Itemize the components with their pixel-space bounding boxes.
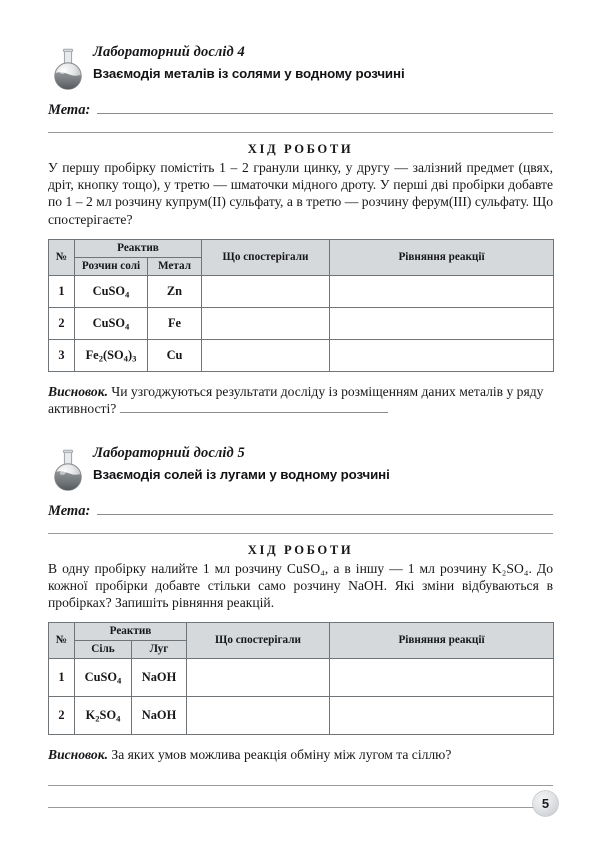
experiment-table-5 bbox=[48, 622, 554, 735]
th-observed: Що спостерігали bbox=[202, 239, 330, 275]
cell-observed[interactable] bbox=[202, 307, 330, 339]
th-metal: Метал bbox=[148, 257, 202, 275]
procedure-heading: ХІД РОБОТИ bbox=[247, 542, 354, 557]
goal-label: Мета: bbox=[48, 102, 91, 118]
lab-section-4 bbox=[48, 44, 553, 418]
cell-equation[interactable] bbox=[330, 697, 554, 735]
goal-row bbox=[48, 100, 553, 119]
table-row bbox=[49, 275, 554, 307]
table-row bbox=[49, 697, 554, 735]
cell-salt: $Fe_2(SO_4)_3$ bbox=[75, 339, 148, 371]
cell-number: 2 bbox=[49, 697, 75, 735]
table-header-row-top bbox=[49, 239, 554, 257]
table-head bbox=[49, 623, 554, 659]
cell-salt: CuSO$_4$ bbox=[75, 307, 148, 339]
procedure-text: У першу пробірку помістіть 1 – 2 гранули цинку, у другу — залізний предмет (цвях, дріт, кнопку тощо), у третю — шматочки мідного дроту. У перші дві пробірки добавте по 1 – 2 мл розчину купрум(II) сульфату, а в третю — розчину ферум(III) сульфату. Що спостерігаєте? bbox=[48, 160, 553, 227]
th-equation: Рівняння реакції bbox=[330, 239, 554, 275]
cell-number: 1 bbox=[49, 659, 75, 697]
th-number: № bbox=[49, 239, 75, 275]
th-salt-solution: Розчин солі bbox=[75, 257, 148, 275]
cell-equation[interactable] bbox=[330, 307, 554, 339]
cell-observed[interactable] bbox=[202, 339, 330, 371]
procedure-heading: ХІД РОБОТИ bbox=[247, 142, 354, 156]
conclusion-label: Висновок. bbox=[48, 383, 108, 399]
table-head bbox=[49, 239, 554, 275]
goal-label: Мета: bbox=[48, 502, 91, 519]
section-spacer bbox=[48, 418, 553, 445]
cell-salt: CuSO$_4$ bbox=[75, 275, 148, 307]
cell-metal: Cu bbox=[148, 339, 202, 371]
procedure-text: В одну пробірку налийте 1 мл розчину CuSO₄, а в іншу — 1 мл розчину K₂SO₄. До кожної пробірки добавте стільки само розчину NaOH. Які зміни відбуваються в пробірках? Запишіть рівняння реакцій. bbox=[48, 560, 553, 611]
section-divider bbox=[48, 132, 553, 133]
conclusion-text: Чи узгоджуються результати досліду із розміщенням даних металів у ряду активності? bbox=[48, 383, 544, 417]
page-content bbox=[48, 44, 553, 808]
cell-salt: CuSO$_4$ bbox=[75, 659, 132, 697]
conclusion-label: Висновок. bbox=[48, 747, 108, 763]
th-equation: Рівняння реакції bbox=[330, 623, 554, 659]
cell-number: 2 bbox=[49, 307, 75, 339]
lab-title: Взаємодія солей із лугами у водному розчині bbox=[93, 466, 390, 482]
th-reagent-group: Реактив bbox=[75, 623, 187, 641]
th-number: № bbox=[49, 623, 75, 659]
cell-equation[interactable] bbox=[330, 275, 554, 307]
lab-header bbox=[48, 445, 553, 491]
goal-fill-in-line[interactable] bbox=[97, 501, 553, 515]
section-divider bbox=[48, 533, 553, 534]
lab-number-label: Лабораторний дослід 5 bbox=[93, 444, 245, 461]
cell-base: NaOH bbox=[132, 659, 187, 697]
lab-section-5 bbox=[48, 445, 553, 808]
conclusion-text: За яких умов можлива реакція обміну між лугом та сіллю? bbox=[111, 747, 452, 763]
th-salt: Сіль bbox=[75, 641, 132, 659]
goal-row bbox=[48, 501, 553, 520]
cell-equation[interactable] bbox=[330, 659, 554, 697]
table-body bbox=[49, 275, 554, 371]
conclusion-block bbox=[48, 383, 553, 418]
conclusion-block bbox=[48, 746, 553, 763]
cell-equation[interactable] bbox=[330, 339, 554, 371]
cell-observed[interactable] bbox=[187, 697, 330, 735]
cell-observed[interactable] bbox=[202, 275, 330, 307]
goal-fill-in-line[interactable] bbox=[97, 100, 553, 114]
cell-base: NaOH bbox=[132, 697, 187, 735]
page-number-badge: 5 bbox=[533, 791, 558, 816]
table-row bbox=[49, 307, 554, 339]
cell-number: 3 bbox=[49, 339, 75, 371]
th-reagent-group: Реактив bbox=[75, 239, 202, 257]
answer-blank-line[interactable] bbox=[48, 785, 553, 786]
lab-header bbox=[48, 44, 553, 90]
cell-number: 1 bbox=[49, 275, 75, 307]
experiment-table-4 bbox=[48, 239, 554, 372]
lab-title: Взаємодія металів із солями у водному розчині bbox=[93, 66, 405, 81]
table-body bbox=[49, 659, 554, 735]
answer-blank-line[interactable] bbox=[48, 807, 553, 808]
table-row bbox=[49, 339, 554, 371]
table-row bbox=[49, 659, 554, 697]
lab-number-label: Лабораторний дослід 4 bbox=[93, 44, 245, 60]
round-bottom-flask-icon bbox=[48, 447, 88, 493]
cell-metal: Zn bbox=[148, 275, 202, 307]
cell-observed[interactable] bbox=[187, 659, 330, 697]
cell-metal: Fe bbox=[148, 307, 202, 339]
table-header-row-top bbox=[49, 623, 554, 641]
conclusion-fill-in-line[interactable] bbox=[120, 400, 388, 413]
th-observed: Що спостерігали bbox=[187, 623, 330, 659]
th-base: Луг bbox=[132, 641, 187, 659]
round-bottom-flask-icon bbox=[48, 46, 88, 92]
cell-salt: $K_2SO_4$ bbox=[75, 697, 132, 735]
